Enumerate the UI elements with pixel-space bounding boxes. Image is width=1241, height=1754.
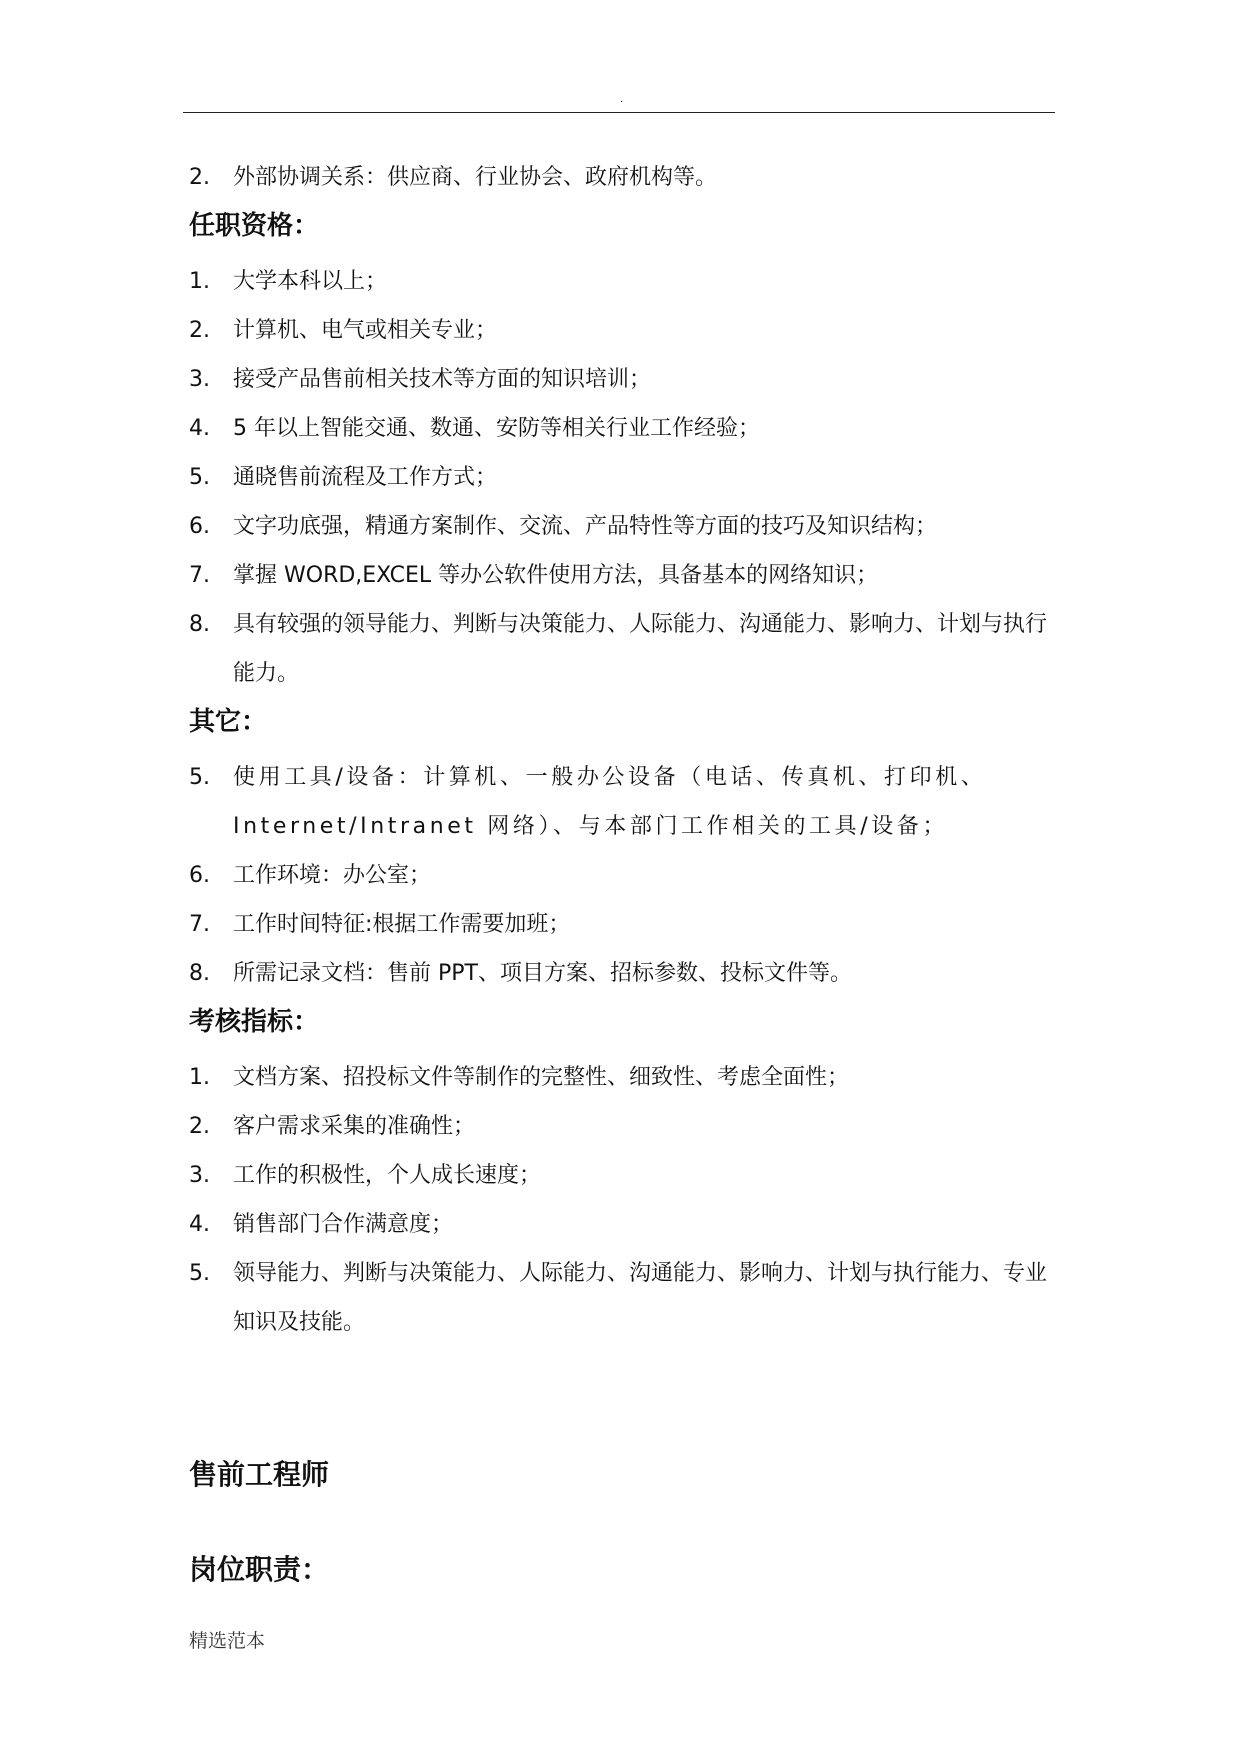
list-item [189, 900, 1055, 949]
list-item [189, 502, 1055, 551]
list-text: 所需记录文档：售前 PPT、项目方案、招标参数、投标文件等。 [233, 961, 852, 986]
list-number: 6. [189, 863, 210, 888]
list-number: 8. [189, 961, 210, 986]
list-number: 1. [189, 269, 210, 294]
list-number: 2. [189, 318, 210, 343]
list-text: 5 年以上智能交通、数通、安防等相关行业工作经验； [233, 416, 760, 441]
list-number: 5. [189, 1261, 210, 1286]
list-text: 使用工具/设备：计算机、一般办公设备（电话、传真机、打印机、Internet/Intranet 网络）、与本部门工作相关的工具/设备； [233, 765, 987, 839]
header-rule [183, 112, 1055, 113]
job-subheading: 岗位职责： [189, 1553, 330, 1586]
document-body [189, 153, 1055, 1347]
list-text: 掌握 WORD,EXCEL 等办公软件使用方法，具备基本的网络知识； [233, 563, 879, 588]
section-heading: 其它： [189, 707, 268, 737]
list-number: 2. [189, 165, 210, 190]
list-number: 5. [189, 765, 210, 790]
list-item [189, 1151, 1055, 1200]
page-footer: 精选范本 [189, 1630, 266, 1652]
list-item [189, 306, 1055, 355]
list-text: 领导能力、判断与决策能力、人际能力、沟通能力、影响力、计划与执行能力、专业知识及技能。 [233, 1261, 1048, 1335]
list-number: 6. [189, 514, 210, 539]
list-text: 工作时间特征:根据工作需要加班； [233, 912, 571, 937]
list-text: 接受产品售前相关技术等方面的知识培训； [233, 367, 652, 392]
list-item [189, 153, 1055, 202]
list-text: 通晓售前流程及工作方式； [233, 465, 498, 490]
list-text: 工作的积极性，个人成长速度； [233, 1163, 542, 1188]
section-heading: 考核指标： [189, 1007, 320, 1037]
list-number: 7. [189, 912, 210, 937]
list-item [189, 404, 1055, 453]
list-text: 具有较强的领导能力、判断与决策能力、人际能力、沟通能力、影响力、计划与执行能力。 [233, 612, 1048, 686]
list-number: 4. [189, 416, 210, 441]
list-item [189, 551, 1055, 600]
list-item [189, 355, 1055, 404]
list-text: 工作环境：办公室； [233, 863, 432, 888]
list-number: 7. [189, 563, 210, 588]
list-number: 2. [189, 1114, 210, 1139]
list-number: 4. [189, 1212, 210, 1237]
header-dot: . [620, 94, 624, 105]
section-heading: 任职资格： [189, 211, 320, 241]
list-number: 1. [189, 1065, 210, 1090]
list-item [189, 949, 1055, 998]
list-text: 文字功底强，精通方案制作、交流、产品特性等方面的技巧及知识结构； [233, 514, 938, 539]
list-number: 3. [189, 1163, 210, 1188]
job-title: 售前工程师 [189, 1458, 330, 1491]
list-item [189, 453, 1055, 502]
list-item [189, 257, 1055, 306]
section-other [189, 707, 1055, 998]
list-number: 5. [189, 465, 210, 490]
list-item [189, 1102, 1055, 1151]
list-item [189, 1249, 1055, 1347]
list-text: 外部协调关系：供应商、行业协会、政府机构等。 [233, 165, 718, 190]
list-text: 销售部门合作满意度； [233, 1212, 454, 1237]
list-text: 大学本科以上； [233, 269, 388, 294]
list-number: 8. [189, 612, 210, 637]
list-number: 3. [189, 367, 210, 392]
section-qualifications [189, 211, 1055, 698]
list-item [189, 1200, 1055, 1249]
list-item [189, 753, 1055, 851]
list-text: 计算机、电气或相关专业； [233, 318, 498, 343]
list-item [189, 1053, 1055, 1102]
list-item [189, 600, 1055, 698]
list-text: 客户需求采集的准确性； [233, 1114, 476, 1139]
list-item [189, 851, 1055, 900]
list-text: 文档方案、招投标文件等制作的完整性、细致性、考虑全面性； [233, 1065, 850, 1090]
section-assessment [189, 1007, 1055, 1347]
